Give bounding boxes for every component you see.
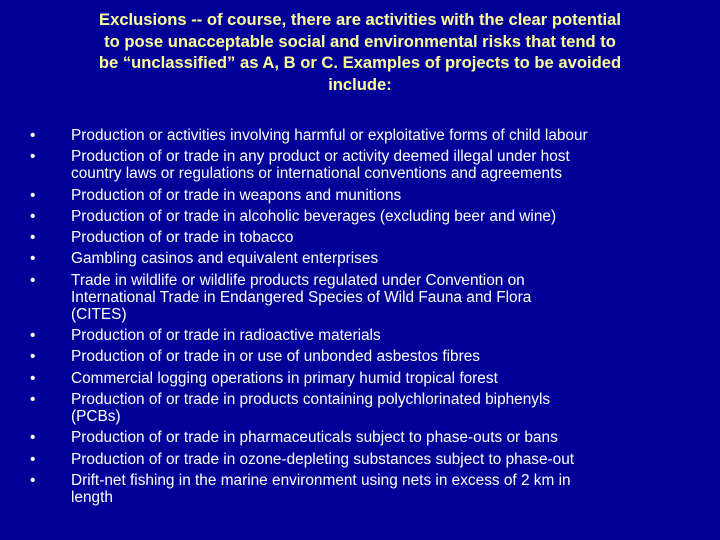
bullet-icon: • bbox=[30, 271, 36, 289]
bullet-icon: • bbox=[30, 250, 36, 268]
list-item-text: Production of or trade in ozone-depleting substances subject to phase-out bbox=[71, 450, 575, 468]
exclusion-list bbox=[30, 127, 696, 510]
bullet-icon: • bbox=[30, 186, 36, 204]
list-item-text: Production of or trade in radioactive materials bbox=[71, 327, 381, 345]
bullet-icon: • bbox=[30, 450, 36, 468]
list-item-text: Production or activities involving harmful or exploitative forms of child labour bbox=[71, 127, 588, 144]
list-item-text: Production of or trade in tobacco bbox=[71, 229, 294, 247]
bullet-icon: • bbox=[30, 390, 36, 408]
bullet-icon: • bbox=[30, 429, 36, 447]
list-item-text: Production of or trade in any product or activity deemed illegal under host country laws or regulations or international conventions and agreements bbox=[71, 148, 570, 183]
list-item bbox=[30, 472, 696, 506]
list-item-text: Production of or trade in products containing polychlorinated biphenyls (PCBs) bbox=[71, 390, 551, 425]
list-item bbox=[30, 148, 696, 182]
list-item bbox=[30, 327, 696, 344]
list-item-text: Production of or trade in or use of unbonded asbestos fibres bbox=[71, 348, 480, 366]
bullet-icon: • bbox=[30, 207, 36, 225]
list-item-text: Commercial logging operations in primary humid tropical forest bbox=[71, 369, 498, 387]
list-item bbox=[30, 451, 696, 468]
list-item bbox=[30, 429, 696, 446]
slide-title: Exclusions -- of course, there are activities with the clear potential to pose unacceptable social and environmental risks that tend to be “unclassified” as A, B or C. Examples of projects to be avoided include: bbox=[98, 10, 622, 94]
bullet-icon: • bbox=[30, 348, 36, 366]
list-item bbox=[30, 250, 696, 267]
bullet-icon: • bbox=[30, 127, 36, 144]
list-item bbox=[30, 127, 696, 144]
list-item-text: Production of or trade in alcoholic beverages (excluding beer and wine) bbox=[71, 207, 557, 225]
list-item bbox=[30, 187, 696, 204]
bullet-icon: • bbox=[30, 148, 36, 166]
list-item bbox=[30, 272, 696, 323]
list-item bbox=[30, 391, 696, 425]
list-item-text: Production of or trade in weapons and munitions bbox=[71, 186, 402, 204]
list-item bbox=[30, 370, 696, 387]
list-item-text: Drift-net fishing in the marine environment using nets in excess of 2 km in length bbox=[71, 471, 571, 506]
bullet-icon: • bbox=[30, 229, 36, 247]
list-item-text: Trade in wildlife or wildlife products regulated under Convention on International Trade in Endangered Species of Wild Fauna and Flora (CITES) bbox=[71, 271, 532, 323]
bullet-icon: • bbox=[30, 471, 36, 489]
list-item-text: Gambling casinos and equivalent enterprises bbox=[71, 250, 379, 268]
bullet-icon: • bbox=[30, 327, 36, 345]
bullet-icon: • bbox=[30, 369, 36, 387]
list-item-text: Production of or trade in pharmaceuticals subject to phase-outs or bans bbox=[71, 429, 558, 447]
list-item bbox=[30, 229, 696, 246]
list-item bbox=[30, 348, 696, 365]
list-item bbox=[30, 208, 696, 225]
